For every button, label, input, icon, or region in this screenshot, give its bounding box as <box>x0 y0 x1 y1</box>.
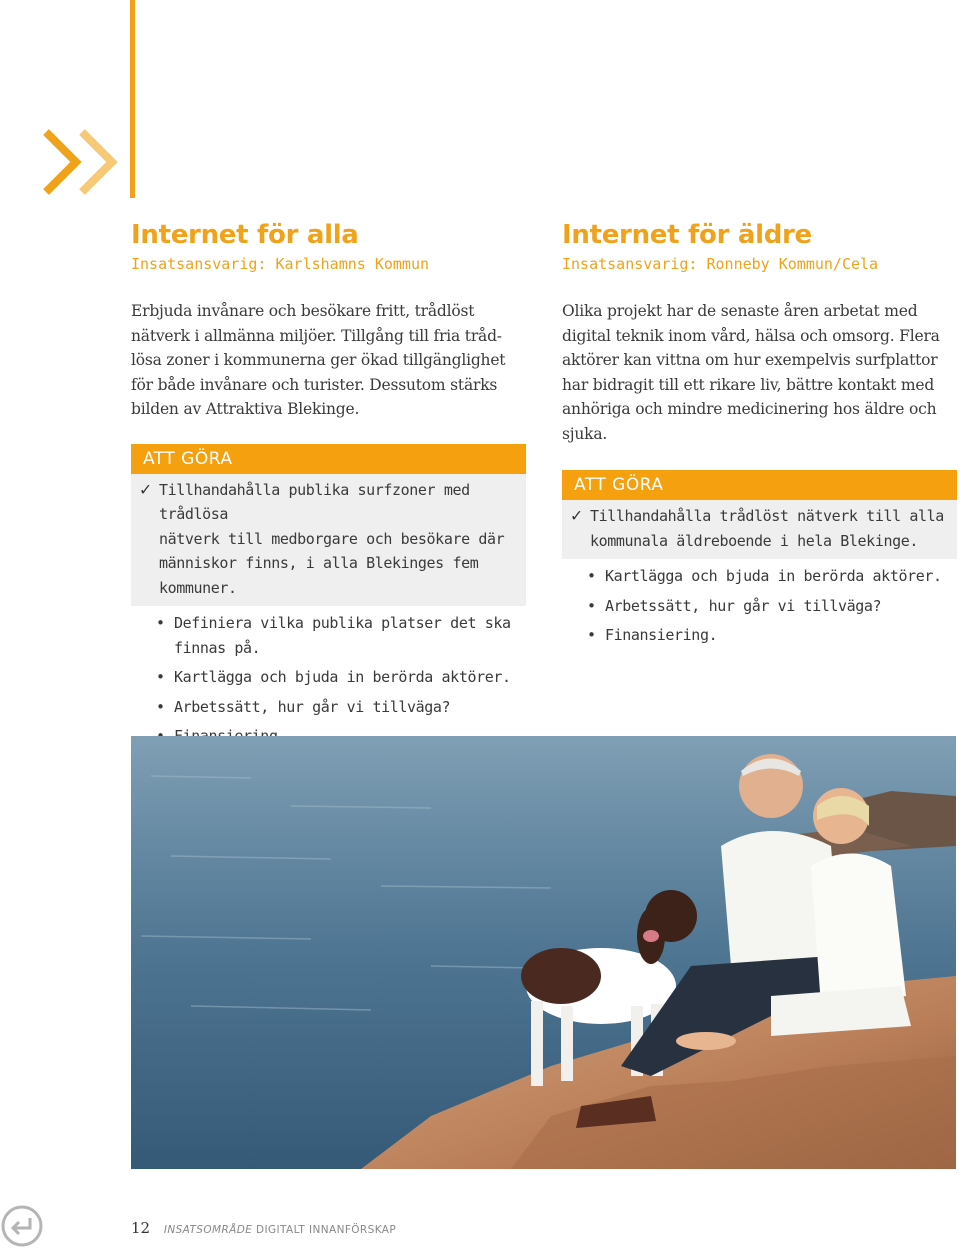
bullet-line: • Kartlägga och bjuda in berörda aktörer. <box>174 668 511 686</box>
right-body-line: digital teknik inom vård, hälsa och omsorg. Flera <box>562 326 940 345</box>
bullet-line: • Finansiering. <box>605 626 718 644</box>
left-todo-line: nätverk till medborgare och besökare där <box>159 529 505 548</box>
right-title: Internet för äldre <box>562 220 812 250</box>
left-todo-line: människor finns, i alla Blekinges fem kommuner. <box>159 554 479 597</box>
right-body <box>562 299 957 446</box>
bullet-line: • Arbetssätt, hur går vi tillväga? <box>174 697 451 716</box>
left-responsible: Insatsansvarig: Karlshamns Kommun <box>131 255 430 273</box>
left-title: Internet för alla <box>131 220 359 250</box>
left-body-line: nätverk i allmänna miljöer. Tillgång till fria tråd- <box>131 326 502 345</box>
list-item <box>156 665 526 690</box>
left-body-line: för både invånare och turister. Dessutom stärks <box>131 375 498 394</box>
right-body-line: har bidragit till ett rikare liv, bättre kontakt med <box>562 375 935 394</box>
couple-with-dog-photo <box>131 736 956 1169</box>
accent-vertical-line <box>130 0 135 198</box>
left-bullet-list <box>131 611 526 749</box>
footer-section-label: INSATSOMRÅDE <box>163 1224 253 1236</box>
bullet-line: finnas på. <box>174 638 261 657</box>
right-todo-box <box>562 500 957 559</box>
right-body-line: Olika projekt har de senaste åren arbetat med <box>562 302 918 320</box>
right-todo-heading: ATT GÖRA <box>562 470 957 500</box>
list-item <box>587 594 957 619</box>
checkmark-icon: ✓ <box>140 478 151 500</box>
right-todo-line: kommunala äldreboende i hela Blekinge. <box>590 531 918 550</box>
left-todo-line: Tillhandahålla publika surfzoner med trådlösa <box>159 480 470 523</box>
right-body-line: anhöriga och mindre medicinering hos äldre och <box>562 400 937 418</box>
checkmark-icon: ✓ <box>571 505 582 526</box>
right-todo-line: Tillhandahålla trådlöst nätverk till alla <box>590 507 944 525</box>
page-footer <box>131 1219 396 1237</box>
back-arrow-icon[interactable] <box>0 1204 44 1248</box>
right-column <box>562 220 957 653</box>
bullet-line: • Arbetssätt, hur går vi tillväga? <box>605 596 882 615</box>
list-item <box>587 564 957 589</box>
bullet-line: • Definiera vilka publika platser det ska <box>174 614 511 632</box>
list-item <box>587 623 957 648</box>
page-number: 12 <box>131 1219 151 1237</box>
left-todo-box <box>131 474 526 607</box>
footer-section-name: DIGITALT INNANFÖRSKAP <box>256 1224 397 1236</box>
left-body-line: lösa zoner i kommunerna ger ökad tillgänglighet <box>131 351 506 369</box>
list-item <box>156 695 526 720</box>
left-body <box>131 299 526 422</box>
right-body-line: aktörer kan vittna om hur exempelvis surfplattor <box>562 351 938 369</box>
right-body-line: sjuka. <box>562 424 608 443</box>
right-bullet-list <box>562 564 957 648</box>
left-todo-heading: ATT GÖRA <box>131 444 526 474</box>
right-responsible: Insatsansvarig: Ronneby Kommun/Cela <box>562 255 879 273</box>
left-body-line: Erbjuda invånare och besökare fritt, trådlöst <box>131 302 475 320</box>
left-body-line: bilden av Attraktiva Blekinge. <box>131 400 360 418</box>
photo-illustration <box>131 736 956 1169</box>
bullet-line: • Kartlägga och bjuda in berörda aktörer. <box>605 567 942 585</box>
double-chevron-icon <box>40 126 120 198</box>
list-item <box>156 611 526 660</box>
left-column <box>131 220 526 754</box>
